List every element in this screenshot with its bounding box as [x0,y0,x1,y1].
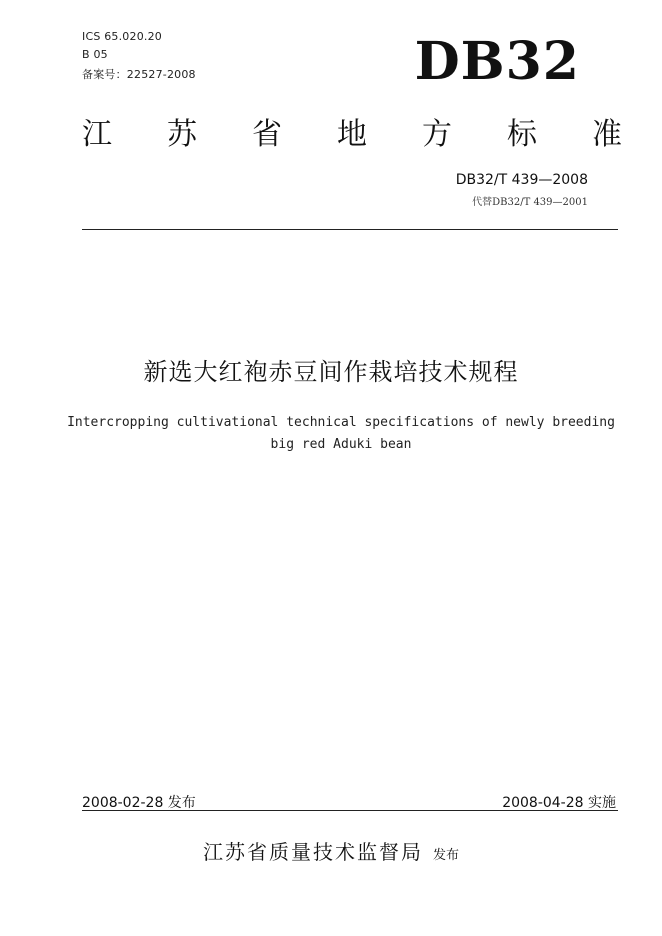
region-standard-title [82,117,622,152]
region-title-char: 苏 [167,117,197,152]
standard-number: DB32/T 439—2008 [455,172,588,188]
authority-name: 江苏省质量技术监督局 [202,840,423,864]
english-title-line: big red Aduki bean [270,437,412,452]
record-number: 备案号：22527-2008 [82,68,196,81]
bottom-divider [82,810,618,811]
db-code-logo: DB32 [414,31,580,92]
region-title-char: 地 [337,117,367,152]
issuing-authority [0,836,662,865]
authority-action: 发布 [432,848,459,863]
english-title [60,412,622,456]
english-title-line: Intercropping cultivational technical specifications of newly breeding [67,415,615,430]
issue-date: 2008-02-28 发布 [82,795,196,811]
chinese-title: 新选大红袍赤豆间作栽培技术规程 [143,358,519,386]
region-title-char: 准 [592,117,622,152]
region-title-char: 标 [507,117,537,152]
region-title-char: 江 [82,117,112,152]
region-title-char: 方 [422,117,452,152]
region-title-char: 省 [252,117,282,152]
implementation-date: 2008-04-28 实施 [502,795,616,811]
ccs-code: B 05 [82,48,108,61]
top-divider [82,229,618,230]
ics-code: ICS 65.020.20 [82,30,162,43]
replaced-standard-number: 代替DB32/T 439—2001 [472,197,588,208]
